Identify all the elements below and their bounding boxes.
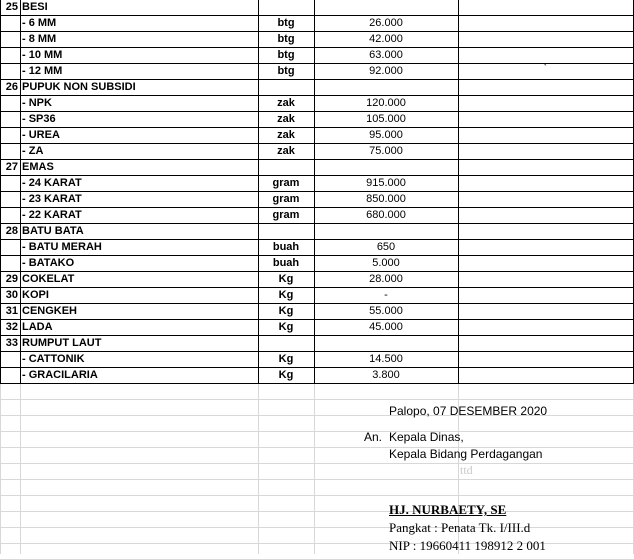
- item-name-cell[interactable]: RUMPUT LAUT: [20, 336, 259, 352]
- price-cell[interactable]: 55.000: [314, 304, 459, 320]
- unit-cell[interactable]: Kg: [258, 320, 315, 336]
- unit-cell[interactable]: [258, 224, 315, 240]
- row-number-cell[interactable]: [0, 144, 21, 160]
- price-cell[interactable]: 915.000: [314, 176, 459, 192]
- table-row: [0, 96, 634, 112]
- table-row: [0, 256, 634, 272]
- price-cell[interactable]: 42.000: [314, 32, 459, 48]
- unit-cell[interactable]: gram: [258, 176, 315, 192]
- row-number-cell[interactable]: [0, 368, 21, 384]
- item-name-cell[interactable]: - SP36: [20, 112, 259, 128]
- price-cell[interactable]: [314, 224, 459, 240]
- price-cell[interactable]: 120.000: [314, 96, 459, 112]
- row-number-cell[interactable]: [0, 176, 21, 192]
- price-cell[interactable]: 850.000: [314, 192, 459, 208]
- item-name-cell[interactable]: - 22 KARAT: [20, 208, 259, 224]
- price-cell[interactable]: 63.000: [314, 48, 459, 64]
- price-cell[interactable]: 92.000: [314, 64, 459, 80]
- grid-line: [0, 384, 1, 554]
- table-row: [0, 80, 634, 96]
- unit-cell[interactable]: btg: [258, 32, 315, 48]
- price-cell[interactable]: 28.000: [314, 272, 459, 288]
- row-number-cell[interactable]: [0, 48, 21, 64]
- row-number-cell[interactable]: 31: [0, 304, 21, 320]
- note-cell[interactable]: [458, 48, 634, 64]
- table-row: [0, 320, 634, 336]
- signer-title-1: Kepala Dinas,: [389, 430, 464, 444]
- grid-line: [20, 384, 21, 554]
- grid-line: [314, 384, 315, 554]
- note-cell[interactable]: [458, 80, 634, 96]
- table-row: [0, 192, 634, 208]
- signer-title-2: Kepala Bidang Perdagangan: [389, 447, 543, 461]
- signer-name: HJ. NURBAETY, SE: [389, 502, 507, 517]
- price-cell[interactable]: 45.000: [314, 320, 459, 336]
- item-name-cell[interactable]: - 8 MM: [20, 32, 259, 48]
- note-cell[interactable]: [458, 96, 634, 112]
- grid-line: [0, 527, 634, 528]
- note-cell[interactable]: [458, 304, 634, 320]
- unit-cell[interactable]: buah: [258, 256, 315, 272]
- unit-cell[interactable]: zak: [258, 128, 315, 144]
- table-row: [0, 32, 634, 48]
- table-row: [0, 176, 634, 192]
- row-number-cell[interactable]: [0, 96, 21, 112]
- item-name-cell[interactable]: - CATTONIK: [20, 352, 259, 368]
- note-cell[interactable]: [458, 208, 634, 224]
- price-cell[interactable]: 680.000: [314, 208, 459, 224]
- item-name-cell[interactable]: - ZA: [20, 144, 259, 160]
- unit-cell[interactable]: [258, 160, 315, 176]
- price-cell[interactable]: 5.000: [314, 256, 459, 272]
- item-name-cell[interactable]: - BATU MERAH: [20, 240, 259, 256]
- unit-cell[interactable]: btg: [258, 16, 315, 32]
- row-number-cell[interactable]: 25: [0, 0, 21, 16]
- note-cell[interactable]: [458, 368, 634, 384]
- item-name-cell[interactable]: CENGKEH: [20, 304, 259, 320]
- grid-line: [0, 495, 634, 496]
- row-number-cell[interactable]: [0, 240, 21, 256]
- grid-line: [0, 479, 634, 480]
- unit-cell[interactable]: btg: [258, 48, 315, 64]
- row-number-cell[interactable]: [0, 128, 21, 144]
- signer-nip: NIP : 19660411 198912 2 001: [389, 538, 546, 553]
- row-number-cell[interactable]: 32: [0, 320, 21, 336]
- note-cell[interactable]: [458, 272, 634, 288]
- row-number-cell[interactable]: 27: [0, 160, 21, 176]
- item-name-cell[interactable]: - 12 MM: [20, 64, 259, 80]
- unit-cell[interactable]: gram: [258, 208, 315, 224]
- unit-cell[interactable]: zak: [258, 144, 315, 160]
- row-number-cell[interactable]: [0, 256, 21, 272]
- signer-rank: Pangkat : Penata Tk. I/III.d: [389, 520, 531, 535]
- table-row: [0, 368, 634, 384]
- row-number-cell[interactable]: 26: [0, 80, 21, 96]
- note-cell[interactable]: [458, 320, 634, 336]
- row-number-cell[interactable]: [0, 64, 21, 80]
- ttd-mark: ttd: [460, 463, 473, 477]
- price-cell[interactable]: [314, 80, 459, 96]
- table-row: [0, 224, 634, 240]
- unit-cell[interactable]: Kg: [258, 304, 315, 320]
- table-row: [0, 208, 634, 224]
- note-cell[interactable]: [458, 224, 634, 240]
- note-cell[interactable]: [458, 16, 634, 32]
- item-name-cell[interactable]: BESI: [20, 0, 259, 16]
- note-cell[interactable]: [458, 112, 634, 128]
- item-name-cell[interactable]: - 24 KARAT: [20, 176, 259, 192]
- row-number-cell[interactable]: [0, 32, 21, 48]
- row-number-cell[interactable]: 29: [0, 272, 21, 288]
- place-date: Palopo, 07 DESEMBER 2020: [389, 404, 548, 418]
- row-number-cell[interactable]: [0, 192, 21, 208]
- table-row: [0, 112, 634, 128]
- note-cell[interactable]: [458, 336, 634, 352]
- grid-line: [0, 511, 634, 512]
- price-cell[interactable]: [314, 0, 459, 16]
- unit-cell[interactable]: [258, 80, 315, 96]
- table-row: [0, 352, 634, 368]
- row-number-cell[interactable]: 28: [0, 224, 21, 240]
- item-name-cell[interactable]: BATU BATA: [20, 224, 259, 240]
- table-row: [0, 48, 634, 64]
- note-cell[interactable]: [458, 192, 634, 208]
- note-cell[interactable]: [458, 352, 634, 368]
- table-row: [0, 240, 634, 256]
- unit-cell[interactable]: zak: [258, 96, 315, 112]
- price-cell[interactable]: 3.800: [314, 368, 459, 384]
- item-name-cell[interactable]: EMAS: [20, 160, 259, 176]
- item-name-cell[interactable]: - 10 MM: [20, 48, 259, 64]
- unit-cell[interactable]: Kg: [258, 288, 315, 304]
- row-number-cell[interactable]: [0, 352, 21, 368]
- item-name-cell[interactable]: - UREA: [20, 128, 259, 144]
- table-row: [0, 304, 634, 320]
- note-cell[interactable]: [458, 240, 634, 256]
- note-cell[interactable]: `: [458, 64, 634, 80]
- row-number-cell[interactable]: 30: [0, 288, 21, 304]
- unit-cell[interactable]: [258, 0, 315, 16]
- price-cell[interactable]: -: [314, 288, 459, 304]
- item-name-cell[interactable]: PUPUK NON SUBSIDI: [20, 80, 259, 96]
- price-cell[interactable]: [314, 336, 459, 352]
- unit-cell[interactable]: gram: [258, 192, 315, 208]
- note-cell[interactable]: [458, 160, 634, 176]
- note-cell[interactable]: [458, 0, 634, 16]
- price-cell[interactable]: 26.000: [314, 16, 459, 32]
- price-cell[interactable]: 105.000: [314, 112, 459, 128]
- item-name-cell[interactable]: - NPK: [20, 96, 259, 112]
- price-cell[interactable]: 75.000: [314, 144, 459, 160]
- unit-cell[interactable]: Kg: [258, 368, 315, 384]
- table-row: [0, 160, 634, 176]
- note-cell[interactable]: [458, 32, 634, 48]
- price-cell[interactable]: 650: [314, 240, 459, 256]
- table-row: [0, 336, 634, 352]
- row-number-cell[interactable]: 33: [0, 336, 21, 352]
- table-row: [0, 288, 634, 304]
- item-name-cell[interactable]: - GRACILARIA: [20, 368, 259, 384]
- price-cell[interactable]: 14.500: [314, 352, 459, 368]
- grid-line: [258, 384, 259, 554]
- note-cell[interactable]: [458, 128, 634, 144]
- item-name-cell[interactable]: LADA: [20, 320, 259, 336]
- price-cell[interactable]: [314, 160, 459, 176]
- grid-line: [0, 399, 634, 400]
- item-name-cell[interactable]: - BATAKO: [20, 256, 259, 272]
- grid-line: [0, 431, 634, 432]
- item-name-cell[interactable]: KOPI: [20, 288, 259, 304]
- row-number-cell[interactable]: [0, 208, 21, 224]
- note-cell[interactable]: [458, 144, 634, 160]
- price-cell[interactable]: 95.000: [314, 128, 459, 144]
- item-name-cell[interactable]: COKELAT: [20, 272, 259, 288]
- table-row: [0, 0, 634, 16]
- unit-cell[interactable]: Kg: [258, 272, 315, 288]
- note-cell[interactable]: [458, 176, 634, 192]
- table-row: [0, 272, 634, 288]
- table-row: [0, 64, 634, 80]
- unit-cell[interactable]: Kg: [258, 352, 315, 368]
- table-row: [0, 128, 634, 144]
- note-cell[interactable]: [458, 288, 634, 304]
- unit-cell[interactable]: buah: [258, 240, 315, 256]
- item-name-cell[interactable]: - 23 KARAT: [20, 192, 259, 208]
- unit-cell[interactable]: [258, 336, 315, 352]
- row-number-cell[interactable]: [0, 112, 21, 128]
- grid-line: [0, 463, 634, 464]
- unit-cell[interactable]: btg: [258, 64, 315, 80]
- table-row: [0, 16, 634, 32]
- row-number-cell[interactable]: [0, 16, 21, 32]
- note-cell[interactable]: [458, 256, 634, 272]
- an-prefix: An.: [364, 430, 383, 444]
- table-row: [0, 144, 634, 160]
- unit-cell[interactable]: zak: [258, 112, 315, 128]
- item-name-cell[interactable]: - 6 MM: [20, 16, 259, 32]
